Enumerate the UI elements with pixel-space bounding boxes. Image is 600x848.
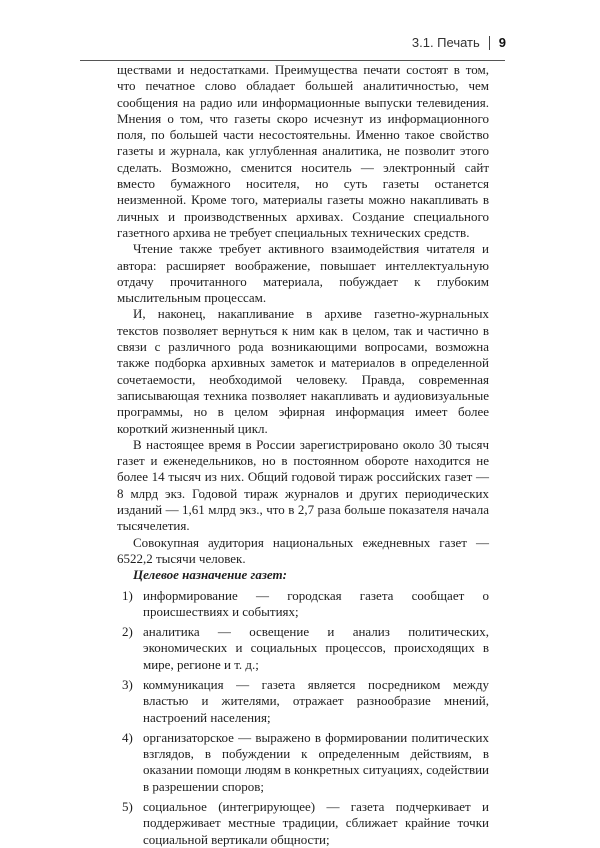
section-title: 3.1. Печать bbox=[411, 35, 480, 50]
body-text bbox=[117, 62, 489, 848]
list-heading: Целевое назначение газет: bbox=[133, 567, 287, 583]
list-item-text: аналитика — освещение и анализ политических, экономических и социальных процессов, происходящих в мире, регионе и т. д.; bbox=[143, 624, 489, 672]
list-item-text: информирование — городская газета сообщает о происшествиях и событиях; bbox=[143, 587, 489, 619]
paragraph-1: ществами и недостатками. Преимущества печати состоят в том, что печатное слово обладает большей аналитичностью, чем сообщения на радио или информационные выпуски телевидения. Мнения о том, что газеты скоро исчезнут из информационного поля, по большей части несостоятельны. Именно такое свойство газеты и журнала, как углубленная аналитика, не позволит этого сделать. Возможно, сменится носитель — электронный сайт вместо бумажного носителя, но суть газеты останется неизменной. Кроме того, материалы газеты можно накапливать в личных и производственных архивах. Создание специального газетного архива не требует специальных технических средств. bbox=[117, 62, 489, 240]
list-item-number: 1) bbox=[122, 587, 133, 603]
paragraph-3: И, наконец, накапливание в архиве газетно-журнальных текстов позволяет вернуться к ним как в целом, так и частично в связи с различного рода возникающими вопросами, возможна также подборка архивных заметок и материалов в определенной сочетаемости, необходимой человеку. Правда, современная записывающая техника позволяет накапливать и аудиовизуальные программы, но в целом эфирная информация имеет более короткий жизненный цикл. bbox=[117, 306, 489, 436]
list-item bbox=[117, 588, 489, 621]
list-item-number: 5) bbox=[122, 799, 133, 815]
page-number: 9 bbox=[498, 35, 506, 50]
paragraph-4: В настоящее время в России зарегистрировано около 30 тысяч газет и еженедельников, но в постоянном обороте находится не более 14 тысяч из них. Общий годовой тираж российских газет — 8 млрд экз. Годовой тираж журналов и других периодических изданий — 1,61 млрд экз., что в 2,7 раза больше показателя начала тысячелетия. bbox=[117, 436, 489, 534]
list-item-text: организаторское — выражено в формировании политических взглядов, в побуждении к определенным действиям, в оказании помощи людям в конкретных ситуациях, содействии в разрешении споров; bbox=[143, 729, 489, 794]
header-divider bbox=[489, 36, 490, 50]
purpose-list bbox=[117, 588, 489, 848]
list-item bbox=[117, 730, 489, 795]
list-item-text: социальное (интегрирующее) — газета подчеркивает и поддерживает местные традиции, сближает крайние точки социальной вертикали общности; bbox=[143, 799, 489, 847]
list-item-text: коммуникация — газета является посредником между властью и жителями, отражает разнообразие мнений, настроений населения; bbox=[143, 676, 489, 725]
list-item-number: 3) bbox=[122, 676, 133, 692]
list-item bbox=[117, 799, 489, 848]
paragraph-2: Чтение также требует активного взаимодействия читателя и автора: расширяет воображение, повышает интеллектуальную отдачу прочитанного материала, побуждает к глубоким мыслительным процессам. bbox=[117, 241, 489, 306]
list-item bbox=[117, 624, 489, 673]
list-item bbox=[117, 677, 489, 726]
running-head bbox=[412, 35, 506, 50]
list-item-number: 2) bbox=[122, 624, 133, 640]
list-item-number: 4) bbox=[122, 729, 133, 745]
paragraph-5: Совокупная аудитория национальных ежедневных газет — 6522,2 тысячи человек. bbox=[117, 534, 489, 566]
header-rule bbox=[80, 60, 505, 61]
